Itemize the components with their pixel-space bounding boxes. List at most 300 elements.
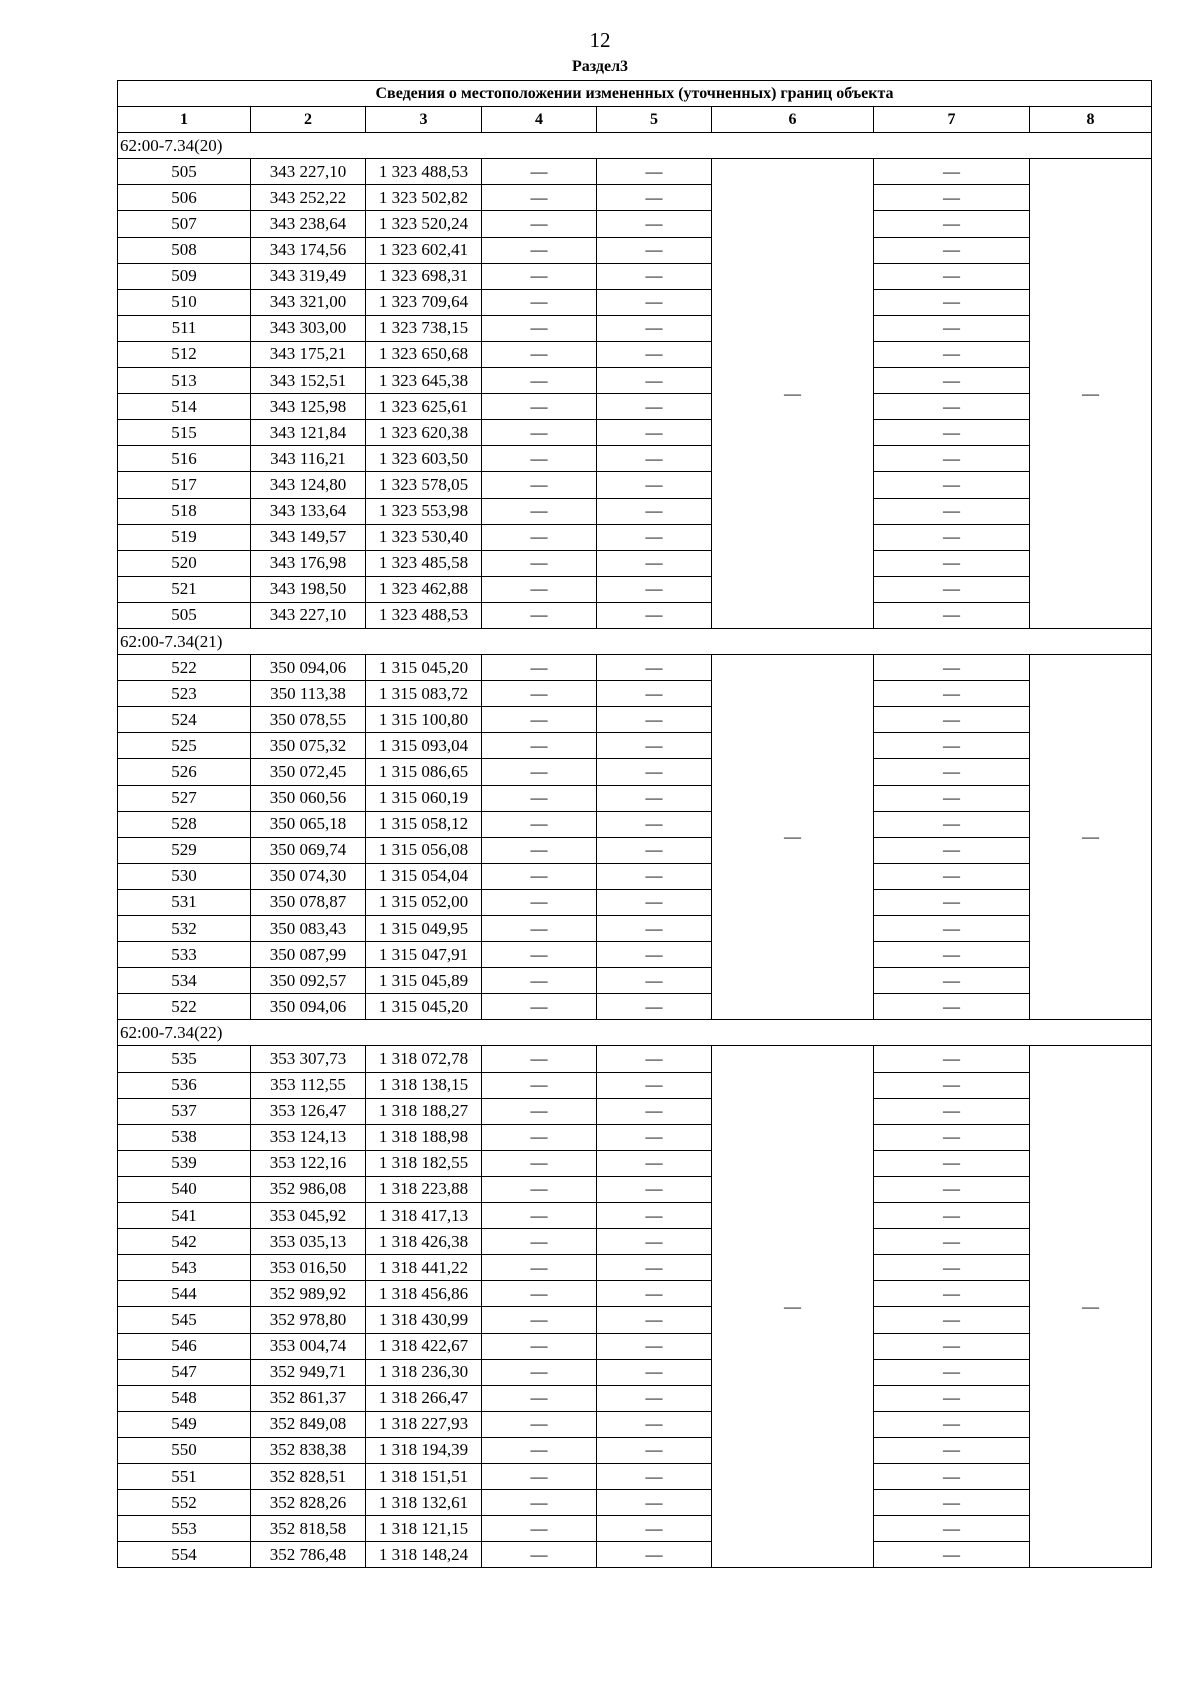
point-number-cell: 513 [118, 368, 251, 394]
column-5-dash-cell: — [597, 1490, 712, 1516]
y-coordinate-cell: 1 318 266,47 [366, 1385, 482, 1411]
table-row [118, 550, 1152, 576]
y-coordinate-cell: 1 323 620,38 [366, 420, 482, 446]
column-4-dash-cell: — [482, 1255, 597, 1281]
point-number-cell: 548 [118, 1385, 251, 1411]
y-coordinate-cell: 1 318 426,38 [366, 1229, 482, 1255]
column-5-dash-cell: — [597, 1203, 712, 1229]
column-4-dash-cell: — [482, 289, 597, 315]
column-4-dash-cell: — [482, 1490, 597, 1516]
table-row [118, 707, 1152, 733]
column-5-dash-cell: — [597, 237, 712, 263]
table-row [118, 1229, 1152, 1255]
column-4-dash-cell: — [482, 1281, 597, 1307]
column-4-dash-cell: — [482, 863, 597, 889]
x-coordinate-cell: 353 016,50 [251, 1255, 366, 1281]
column-4-dash-cell: — [482, 811, 597, 837]
point-number-cell: 522 [118, 655, 251, 681]
column-header-row [118, 107, 1152, 133]
y-coordinate-cell: 1 315 047,91 [366, 942, 482, 968]
column-5-dash-cell: — [597, 1255, 712, 1281]
y-coordinate-cell: 1 315 049,95 [366, 916, 482, 942]
column-7-dash-cell: — [874, 1359, 1030, 1385]
point-number-cell: 551 [118, 1463, 251, 1489]
column-7-dash-cell: — [874, 576, 1030, 602]
column-4-dash-cell: — [482, 1098, 597, 1124]
column-4-dash-cell: — [482, 237, 597, 263]
table-row [118, 315, 1152, 341]
group-name: 62:00-7.34(22) [118, 1020, 1152, 1046]
point-number-cell: 512 [118, 341, 251, 367]
column-7-dash-cell: — [874, 1098, 1030, 1124]
column-5-dash-cell: — [597, 1463, 712, 1489]
table-row [118, 889, 1152, 915]
point-number-cell: 552 [118, 1490, 251, 1516]
column-4-dash-cell: — [482, 602, 597, 628]
column-5-dash-cell: — [597, 289, 712, 315]
table-row [118, 1098, 1152, 1124]
column-5-dash-cell: — [597, 811, 712, 837]
group-header-row [118, 1020, 1152, 1046]
point-number-cell: 522 [118, 994, 251, 1020]
column-5-dash-cell: — [597, 1281, 712, 1307]
table-caption-row [118, 81, 1152, 107]
y-coordinate-cell: 1 318 223,88 [366, 1176, 482, 1202]
y-coordinate-cell: 1 318 441,22 [366, 1255, 482, 1281]
x-coordinate-cell: 343 176,98 [251, 550, 366, 576]
table-row [118, 1150, 1152, 1176]
column-7-dash-cell: — [874, 602, 1030, 628]
point-number-cell: 507 [118, 211, 251, 237]
column-4-dash-cell: — [482, 968, 597, 994]
column-5-dash-cell: — [597, 368, 712, 394]
x-coordinate-cell: 350 074,30 [251, 863, 366, 889]
column-header: 5 [597, 107, 712, 133]
column-5-dash-cell: — [597, 1359, 712, 1385]
table-row [118, 498, 1152, 524]
point-number-cell: 508 [118, 237, 251, 263]
x-coordinate-cell: 353 307,73 [251, 1046, 366, 1072]
column-5-dash-cell: — [597, 655, 712, 681]
table-row [118, 759, 1152, 785]
column-4-dash-cell: — [482, 785, 597, 811]
y-coordinate-cell: 1 323 709,64 [366, 289, 482, 315]
column-7-dash-cell: — [874, 1333, 1030, 1359]
point-number-cell: 553 [118, 1516, 251, 1542]
point-number-cell: 505 [118, 602, 251, 628]
y-coordinate-cell: 1 323 698,31 [366, 263, 482, 289]
column-header: 3 [366, 107, 482, 133]
column-4-dash-cell: — [482, 837, 597, 863]
table-row [118, 237, 1152, 263]
point-number-cell: 517 [118, 472, 251, 498]
column-7-dash-cell: — [874, 1072, 1030, 1098]
column-header: 2 [251, 107, 366, 133]
group-header-row [118, 133, 1152, 159]
column-7-dash-cell: — [874, 1307, 1030, 1333]
column-4-dash-cell: — [482, 368, 597, 394]
column-4-dash-cell: — [482, 576, 597, 602]
table-row [118, 1437, 1152, 1463]
x-coordinate-cell: 343 198,50 [251, 576, 366, 602]
table-row [118, 1333, 1152, 1359]
point-number-cell: 514 [118, 394, 251, 420]
y-coordinate-cell: 1 315 083,72 [366, 681, 482, 707]
column-5-dash-cell: — [597, 1072, 712, 1098]
column-7-dash-cell: — [874, 446, 1030, 472]
table-row [118, 420, 1152, 446]
column-7-dash-cell: — [874, 681, 1030, 707]
column-7-dash-cell: — [874, 1463, 1030, 1489]
y-coordinate-cell: 1 318 138,15 [366, 1072, 482, 1098]
column-5-dash-cell: — [597, 707, 712, 733]
column-4-dash-cell: — [482, 942, 597, 968]
column-4-dash-cell: — [482, 341, 597, 367]
point-number-cell: 528 [118, 811, 251, 837]
x-coordinate-cell: 343 174,56 [251, 237, 366, 263]
column-7-dash-cell: — [874, 1281, 1030, 1307]
column-7-dash-cell: — [874, 341, 1030, 367]
column-4-dash-cell: — [482, 1359, 597, 1385]
column-5-dash-cell: — [597, 394, 712, 420]
column-7-dash-cell: — [874, 785, 1030, 811]
column-7-dash-cell: — [874, 1046, 1030, 1072]
column-4-dash-cell: — [482, 1229, 597, 1255]
column-4-dash-cell: — [482, 759, 597, 785]
column-5-dash-cell: — [597, 185, 712, 211]
y-coordinate-cell: 1 315 052,00 [366, 889, 482, 915]
table-row [118, 1542, 1152, 1568]
page-number: 12 [589, 28, 611, 52]
column-5-dash-cell: — [597, 942, 712, 968]
column-4-dash-cell: — [482, 394, 597, 420]
column-5-dash-cell: — [597, 1411, 712, 1437]
x-coordinate-cell: 352 786,48 [251, 1542, 366, 1568]
column-5-dash-cell: — [597, 472, 712, 498]
point-number-cell: 531 [118, 889, 251, 915]
point-number-cell: 525 [118, 733, 251, 759]
column-4-dash-cell: — [482, 498, 597, 524]
column-header: 6 [712, 107, 874, 133]
column-4-dash-cell: — [482, 1516, 597, 1542]
column-header: 4 [482, 107, 597, 133]
column-7-dash-cell: — [874, 811, 1030, 837]
x-coordinate-cell: 350 072,45 [251, 759, 366, 785]
point-number-cell: 521 [118, 576, 251, 602]
column-7-dash-cell: — [874, 368, 1030, 394]
column-7-dash-cell: — [874, 315, 1030, 341]
column-4-dash-cell: — [482, 681, 597, 707]
column-7-dash-cell: — [874, 837, 1030, 863]
table-row [118, 1281, 1152, 1307]
y-coordinate-cell: 1 318 121,15 [366, 1516, 482, 1542]
column-5-dash-cell: — [597, 837, 712, 863]
column-7-dash-cell: — [874, 159, 1030, 185]
column-7-dash-cell: — [874, 1203, 1030, 1229]
y-coordinate-cell: 1 318 456,86 [366, 1281, 482, 1307]
group-name: 62:00-7.34(21) [118, 628, 1152, 654]
point-number-cell: 523 [118, 681, 251, 707]
y-coordinate-cell: 1 315 045,20 [366, 994, 482, 1020]
column-7-dash-cell: — [874, 1490, 1030, 1516]
column-8-merged-dash-cell: — [1030, 1046, 1152, 1568]
column-4-dash-cell: — [482, 1542, 597, 1568]
boundary-coordinates-table [117, 80, 1152, 1568]
y-coordinate-cell: 1 323 603,50 [366, 446, 482, 472]
point-number-cell: 530 [118, 863, 251, 889]
column-5-dash-cell: — [597, 1516, 712, 1542]
x-coordinate-cell: 353 004,74 [251, 1333, 366, 1359]
column-7-dash-cell: — [874, 1385, 1030, 1411]
column-4-dash-cell: — [482, 1385, 597, 1411]
column-4-dash-cell: — [482, 1307, 597, 1333]
x-coordinate-cell: 352 828,26 [251, 1490, 366, 1516]
column-5-dash-cell: — [597, 1307, 712, 1333]
y-coordinate-cell: 1 318 236,30 [366, 1359, 482, 1385]
table-row [118, 942, 1152, 968]
x-coordinate-cell: 343 252,22 [251, 185, 366, 211]
column-5-dash-cell: — [597, 968, 712, 994]
column-5-dash-cell: — [597, 916, 712, 942]
point-number-cell: 544 [118, 1281, 251, 1307]
x-coordinate-cell: 352 838,38 [251, 1437, 366, 1463]
section-title: Раздел3 [571, 58, 629, 75]
y-coordinate-cell: 1 318 148,24 [366, 1542, 482, 1568]
point-number-cell: 533 [118, 942, 251, 968]
point-number-cell: 547 [118, 1359, 251, 1385]
x-coordinate-cell: 350 087,99 [251, 942, 366, 968]
y-coordinate-cell: 1 323 488,53 [366, 159, 482, 185]
point-number-cell: 511 [118, 315, 251, 341]
column-6-merged-dash-cell: — [712, 1046, 874, 1568]
column-4-dash-cell: — [482, 1437, 597, 1463]
x-coordinate-cell: 343 124,80 [251, 472, 366, 498]
point-number-cell: 538 [118, 1124, 251, 1150]
point-number-cell: 545 [118, 1307, 251, 1333]
y-coordinate-cell: 1 315 060,19 [366, 785, 482, 811]
column-4-dash-cell: — [482, 1463, 597, 1489]
y-coordinate-cell: 1 318 417,13 [366, 1203, 482, 1229]
column-5-dash-cell: — [597, 889, 712, 915]
table-row [118, 733, 1152, 759]
column-5-dash-cell: — [597, 211, 712, 237]
x-coordinate-cell: 343 152,51 [251, 368, 366, 394]
y-coordinate-cell: 1 318 151,51 [366, 1463, 482, 1489]
column-7-dash-cell: — [874, 994, 1030, 1020]
column-7-dash-cell: — [874, 394, 1030, 420]
table-row [118, 1255, 1152, 1281]
column-7-dash-cell: — [874, 472, 1030, 498]
table-row [118, 185, 1152, 211]
x-coordinate-cell: 343 319,49 [251, 263, 366, 289]
x-coordinate-cell: 350 113,38 [251, 681, 366, 707]
y-coordinate-cell: 1 315 045,89 [366, 968, 482, 994]
y-coordinate-cell: 1 323 502,82 [366, 185, 482, 211]
column-4-dash-cell: — [482, 263, 597, 289]
y-coordinate-cell: 1 318 188,27 [366, 1098, 482, 1124]
column-4-dash-cell: — [482, 1046, 597, 1072]
point-number-cell: 534 [118, 968, 251, 994]
table-row [118, 602, 1152, 628]
y-coordinate-cell: 1 323 553,98 [366, 498, 482, 524]
y-coordinate-cell: 1 323 645,38 [366, 368, 482, 394]
table-row [118, 863, 1152, 889]
column-4-dash-cell: — [482, 1203, 597, 1229]
point-number-cell: 543 [118, 1255, 251, 1281]
table-body [118, 133, 1152, 1568]
group-name: 62:00-7.34(20) [118, 133, 1152, 159]
x-coordinate-cell: 352 978,80 [251, 1307, 366, 1333]
column-7-dash-cell: — [874, 889, 1030, 915]
point-number-cell: 510 [118, 289, 251, 315]
table-row [118, 655, 1152, 681]
y-coordinate-cell: 1 323 485,58 [366, 550, 482, 576]
column-7-dash-cell: — [874, 1437, 1030, 1463]
table-row [118, 368, 1152, 394]
table-row [118, 811, 1152, 837]
x-coordinate-cell: 350 078,87 [251, 889, 366, 915]
table-row [118, 968, 1152, 994]
point-number-cell: 519 [118, 524, 251, 550]
column-7-dash-cell: — [874, 942, 1030, 968]
column-5-dash-cell: — [597, 1098, 712, 1124]
y-coordinate-cell: 1 323 738,15 [366, 315, 482, 341]
table-row [118, 785, 1152, 811]
column-7-dash-cell: — [874, 211, 1030, 237]
point-number-cell: 537 [118, 1098, 251, 1124]
column-4-dash-cell: — [482, 1150, 597, 1176]
x-coordinate-cell: 343 227,10 [251, 159, 366, 185]
y-coordinate-cell: 1 315 100,80 [366, 707, 482, 733]
x-coordinate-cell: 350 078,55 [251, 707, 366, 733]
column-5-dash-cell: — [597, 1437, 712, 1463]
point-number-cell: 540 [118, 1176, 251, 1202]
x-coordinate-cell: 353 122,16 [251, 1150, 366, 1176]
point-number-cell: 524 [118, 707, 251, 733]
column-4-dash-cell: — [482, 994, 597, 1020]
column-7-dash-cell: — [874, 263, 1030, 289]
point-number-cell: 515 [118, 420, 251, 446]
table-row [118, 1463, 1152, 1489]
table-row [118, 1072, 1152, 1098]
table-row [118, 1411, 1152, 1437]
column-7-dash-cell: — [874, 1516, 1030, 1542]
column-4-dash-cell: — [482, 185, 597, 211]
x-coordinate-cell: 343 321,00 [251, 289, 366, 315]
column-7-dash-cell: — [874, 1176, 1030, 1202]
table-row [118, 1490, 1152, 1516]
column-7-dash-cell: — [874, 550, 1030, 576]
column-7-dash-cell: — [874, 1124, 1030, 1150]
table-row [118, 159, 1152, 185]
table-row [118, 1203, 1152, 1229]
column-5-dash-cell: — [597, 785, 712, 811]
column-5-dash-cell: — [597, 446, 712, 472]
table-row [118, 916, 1152, 942]
x-coordinate-cell: 343 227,10 [251, 602, 366, 628]
column-4-dash-cell: — [482, 472, 597, 498]
x-coordinate-cell: 353 124,13 [251, 1124, 366, 1150]
column-4-dash-cell: — [482, 1072, 597, 1098]
column-4-dash-cell: — [482, 420, 597, 446]
y-coordinate-cell: 1 318 227,93 [366, 1411, 482, 1437]
point-number-cell: 526 [118, 759, 251, 785]
column-5-dash-cell: — [597, 263, 712, 289]
column-4-dash-cell: — [482, 1124, 597, 1150]
column-5-dash-cell: — [597, 315, 712, 341]
x-coordinate-cell: 350 094,06 [251, 994, 366, 1020]
column-4-dash-cell: — [482, 1411, 597, 1437]
table-row [118, 446, 1152, 472]
y-coordinate-cell: 1 323 625,61 [366, 394, 482, 420]
x-coordinate-cell: 352 849,08 [251, 1411, 366, 1437]
column-5-dash-cell: — [597, 733, 712, 759]
column-7-dash-cell: — [874, 1255, 1030, 1281]
x-coordinate-cell: 352 989,92 [251, 1281, 366, 1307]
table-row [118, 837, 1152, 863]
column-7-dash-cell: — [874, 420, 1030, 446]
table-row [118, 289, 1152, 315]
column-5-dash-cell: — [597, 1333, 712, 1359]
y-coordinate-cell: 1 323 650,68 [366, 341, 482, 367]
table-row [118, 576, 1152, 602]
column-4-dash-cell: — [482, 1176, 597, 1202]
column-7-dash-cell: — [874, 968, 1030, 994]
x-coordinate-cell: 353 045,92 [251, 1203, 366, 1229]
point-number-cell: 554 [118, 1542, 251, 1568]
x-coordinate-cell: 352 818,58 [251, 1516, 366, 1542]
column-5-dash-cell: — [597, 341, 712, 367]
table-row [118, 1516, 1152, 1542]
x-coordinate-cell: 353 126,47 [251, 1098, 366, 1124]
x-coordinate-cell: 343 125,98 [251, 394, 366, 420]
point-number-cell: 549 [118, 1411, 251, 1437]
point-number-cell: 539 [118, 1150, 251, 1176]
column-5-dash-cell: — [597, 1176, 712, 1202]
x-coordinate-cell: 350 060,56 [251, 785, 366, 811]
column-5-dash-cell: — [597, 681, 712, 707]
point-number-cell: 506 [118, 185, 251, 211]
x-coordinate-cell: 350 075,32 [251, 733, 366, 759]
column-7-dash-cell: — [874, 524, 1030, 550]
x-coordinate-cell: 350 069,74 [251, 837, 366, 863]
y-coordinate-cell: 1 323 530,40 [366, 524, 482, 550]
y-coordinate-cell: 1 323 520,24 [366, 211, 482, 237]
y-coordinate-cell: 1 315 086,65 [366, 759, 482, 785]
column-5-dash-cell: — [597, 1150, 712, 1176]
y-coordinate-cell: 1 318 422,67 [366, 1333, 482, 1359]
y-coordinate-cell: 1 315 093,04 [366, 733, 482, 759]
column-header: 7 [874, 107, 1030, 133]
column-5-dash-cell: — [597, 602, 712, 628]
column-5-dash-cell: — [597, 420, 712, 446]
table-row [118, 341, 1152, 367]
x-coordinate-cell: 352 861,37 [251, 1385, 366, 1411]
column-7-dash-cell: — [874, 1542, 1030, 1568]
x-coordinate-cell: 352 828,51 [251, 1463, 366, 1489]
point-number-cell: 532 [118, 916, 251, 942]
table-row [118, 211, 1152, 237]
point-number-cell: 516 [118, 446, 251, 472]
table-row [118, 472, 1152, 498]
x-coordinate-cell: 343 303,00 [251, 315, 366, 341]
column-7-dash-cell: — [874, 759, 1030, 785]
y-coordinate-cell: 1 318 132,61 [366, 1490, 482, 1516]
x-coordinate-cell: 343 175,21 [251, 341, 366, 367]
table-row [118, 1046, 1152, 1072]
column-5-dash-cell: — [597, 524, 712, 550]
table-row [118, 1307, 1152, 1333]
